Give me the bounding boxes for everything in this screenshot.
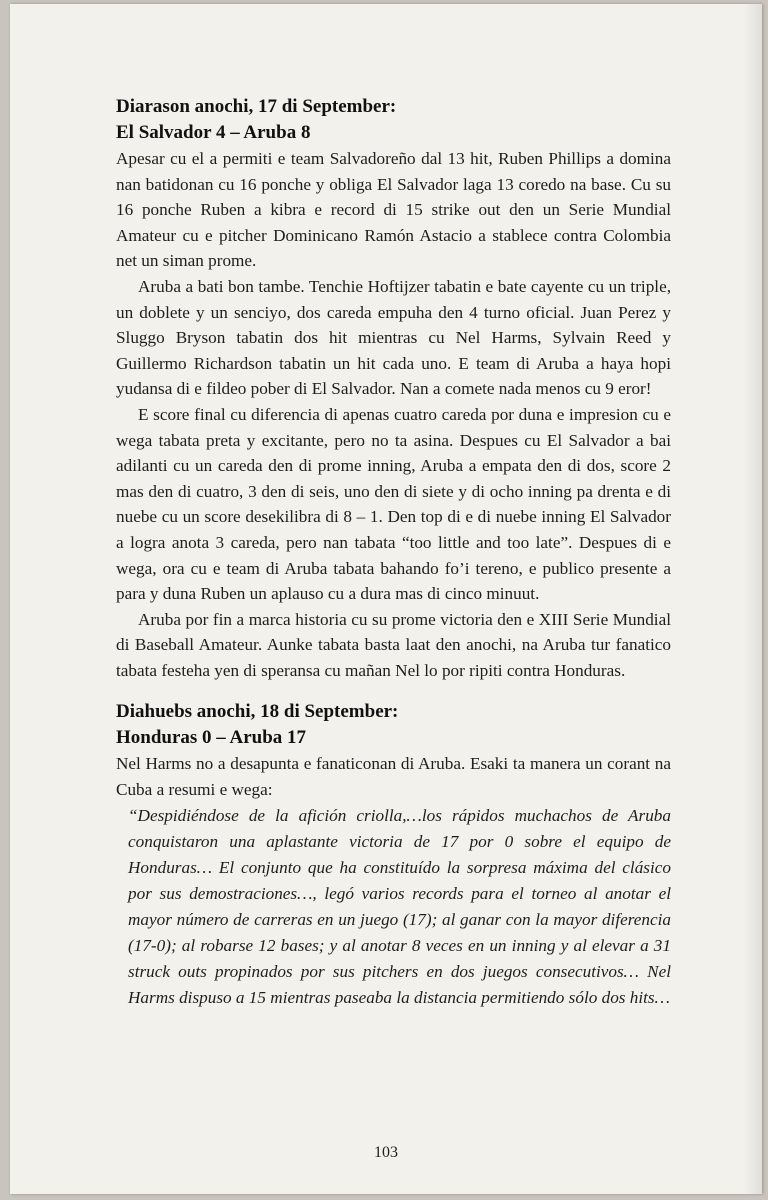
paragraph: E score final cu diferencia di apenas cuatro careda por duna e impresion cu e wega tabata preta y excitante, pero no ta asina. Despues cu El Salvador a bai adilanti cu un careda den di prome inning, Aruba a empata den di dos, score 2 mas den di cuatro, 3 den di seis, uno den di siete y di ocho inning pa drenta e di nuebe cu un score desekilibra di 8 – 1. Den top di e di nuebe inning El Salvador a logra anota 3 careda, pero nan tabata “too little and too late”. Despues di e wega, ora cu e team di Aruba tabata bahando fo’i tereno, e publico presente a para y duna Ruben un aplauso cu a dura mas di cinco minuut. <box>116 404 671 604</box>
page-body <box>116 94 671 1011</box>
paragraph: Aruba a bati bon tambe. Tenchie Hoftijzer tabatin e bate cayente cu un triple, un doblete y un senciyo, dos careda empuha den 4 turno oficial. Juan Perez y Sluggo Bryson tabatin dos hit mientras cu Nel Harms, Sylvain Reed y Guillermo Richardson tabatin un hit cada uno. E team di Aruba a haya hopi yudansa di e fildeo pober di El Salvador. Nan a comete nada menos cu 9 eror! <box>116 276 671 399</box>
section-heading-game-18-september <box>116 699 671 751</box>
heading-score: Honduras 0 – Aruba 17 <box>116 727 307 749</box>
block-quote: “Despidiéndose de la afición criolla,…los rápidos muchachos de Aruba conquistaron una aplastante victoria de 17 por 0 sobre el equipo de Honduras… El conjunto que ha constituído la sorpresa máxima del clásico por sus demostraciones…, legó varios records para el torneo al anotar el mayor número de carreras en un juego (17); al ganar con la mayor diferencia (17-0); al robarse 12 bases; y al anotar 8 veces en un inning y al elevar a 31 struck outs propinados por sus pitchers en dos juegos consecutivos… Nel Harms dispuso a 15 mientras paseaba la distancia permitiendo sólo dos hits… <box>128 805 671 1007</box>
heading-date: Diahuebs anochi, 18 di September: <box>116 701 399 723</box>
paragraph: Apesar cu el a permiti e team Salvadoreño dal 13 hit, Ruben Phillips a domina nan batidonan cu 16 ponche y obliga El Salvador laga 13 coredo na base. Cu su 16 ponche Ruben a kibra e record di 15 strike out den un Serie Mundial Amateur cu e pitcher Dominicano Ramón Astacio a stablece contra Colombia net un siman prome. <box>116 149 671 271</box>
heading-score: El Salvador 4 – Aruba 8 <box>116 122 311 143</box>
heading-date: Diarason anochi, 17 di September: <box>116 96 397 117</box>
page-number: 103 <box>374 1144 398 1161</box>
section-heading-game-17-september <box>116 94 671 146</box>
paragraph: Nel Harms no a desapunta e fanaticonan di Aruba. Esaki ta manera un corant na Cuba a resumi e wega: <box>116 754 671 800</box>
book-page <box>10 4 762 1194</box>
paragraph: Aruba por fin a marca historia cu su prome victoria den e XIII Serie Mundial di Baseball Amateur. Aunke tabata basta laat den anochi, na Aruba tur fanatico tabata festeha yen di speransa cu mañan Nel lo por ripiti contra Honduras. <box>116 609 671 680</box>
